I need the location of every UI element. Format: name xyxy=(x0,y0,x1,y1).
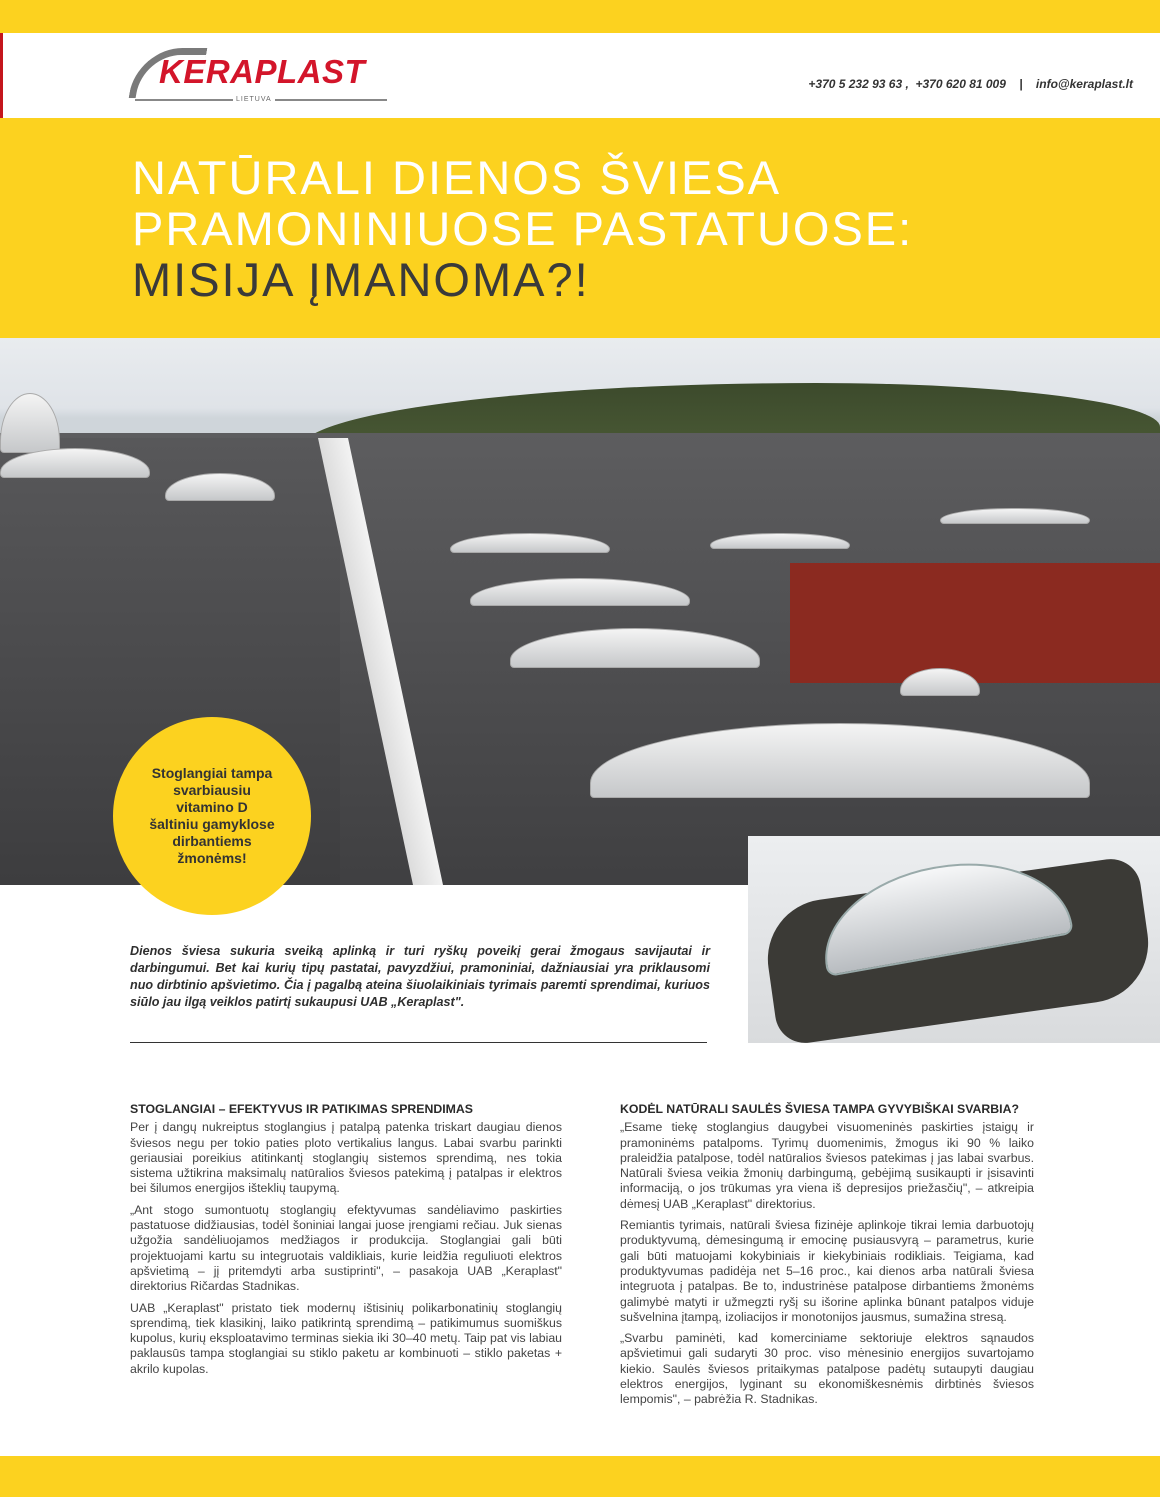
title-line-2: PRAMONINIUOSE PASTATUOSE: xyxy=(132,202,914,255)
divider xyxy=(130,1042,707,1043)
callout-text-bold: vitamino D xyxy=(176,799,248,815)
paragraph: UAB „Keraplast" pristato tiek modernų ištisinių polikarbonatinių stoglangių sprendimą, tiek klasikinį, laiko patikrintą sprendimą – patikimumus suomiškus kupolus, kurių eksploatavimo terminas siekia iki 30–40 metų. Taip pat vis labiau paklausūs tampa stoglangiai su stiklo paketu ar kombinuoti – stiklo paketas + akrilo kupolas. xyxy=(130,1300,562,1376)
callout-text-1: Stoglangiai tampa svarbiausiu xyxy=(151,765,273,798)
title-line-3: MISIJA ĮMANOMA?! xyxy=(132,253,590,306)
top-accent-bar xyxy=(0,0,1160,33)
photo-red-wall xyxy=(790,563,1160,683)
callout-circle xyxy=(113,717,311,915)
paragraph: Remiantis tyrimais, natūrali šviesa fizinėje aplinkoje tikrai lemia darbuotojų produktyvumą, dėmesingumą ir emocinę pusiausvyrą – parametrus, kurie gali būti matuojami kokybiniais ir kiekybiniais rodikliais. Teigiama, kad produktyvumas padidėja net 5–16 proc., kai dienos arba natūrali šviesa integruota į patalpas. Be to, industrinėse patalpose dirbantiems žmonėms galimybė matyti ir užmegzti ryšį su išorine aplinka būnant patalpos viduje sušvelnina įtampą, izoliacijos ir monotonijos jausmus, sumažina stresą. xyxy=(620,1218,1034,1324)
left-column xyxy=(130,1102,562,1383)
lead-paragraph: Dienos šviesa sukuria sveiką aplinką ir turi ryškų poveikį gerai žmogaus savijautai ir darbingumui. Bet kai kurių tipų pastatai, pavyzdžiui, pramoniniai, dažniausiai yra priklausomi nuo dirbtinio apšvietimo. Čia į pagalbą ateina šiuolaikiniais tyrimais paremti sprendimai, kuriuos siūlo jau ilgą veiklos patirtį sukaupusi UAB „Keraplast". xyxy=(130,944,710,1009)
contact-info: +370 5 232 93 63 , +370 620 81 009 | info@keraplast.lt xyxy=(808,77,1133,91)
skylight-product-image xyxy=(748,836,1160,1043)
keraplast-logo xyxy=(133,46,393,108)
logo-wordmark: KERAPLAST xyxy=(159,53,366,90)
skylight xyxy=(710,533,850,549)
right-column xyxy=(620,1102,1034,1414)
title-line-1: NATŪRALI DIENOS ŠVIESA xyxy=(132,151,782,204)
left-heading: STOGLANGIAI – EFEKTYVUS IR PATIKIMAS SPRENDIMAS xyxy=(130,1102,473,1116)
skylight xyxy=(940,508,1090,524)
bottom-accent-bar xyxy=(0,1456,1160,1497)
skylight xyxy=(0,393,60,453)
page-title xyxy=(132,152,913,305)
right-heading: KODĖL NATŪRALI SAULĖS ŠVIESA TAMPA GYVYBIŠKAI SVARBIA? xyxy=(620,1102,1019,1116)
paragraph: „Ant stogo sumontuotų stoglangių efektyvumas sandėliavimo paskirties pastatuose didžiausias, todėl šoniniai langai juose įrengiami rečiau. Juk sienas užgožia sandėliuojamos medžiagos ir produkcija. Stoglangiai gali būti projektuojami kartu su integruotais valdikliais, kurie leidžia reguliuoti elektros apšvietimą – jį pritemdyti arba sustiprinti", – pasakoja UAB „Keraplast" direktorius Ričardas Stadnikas. xyxy=(130,1202,562,1294)
callout-text-2: šaltiniu gamyklose dirbantiems žmonėms! xyxy=(149,816,275,866)
paragraph: Per į dangų nukreiptus stoglangius į patalpą patenka triskart daugiau dienos šviesos negu per tokio paties ploto vertikalius langus. Labai svarbu parinkti geriausiai poreikius atitinkantį stoglangių sistemos sprendimą, nes tokia sistema užtikrina maksimalų natūralios šviesos patekimą į patalpas ir elektros bei šilumos energijos išteklių taupymą. xyxy=(130,1120,562,1196)
paragraph: „Svarbu paminėti, kad komerciniame sektoriuje elektros sąnaudos apšvietimui gali sudaryti 30 proc. viso mėnesinio energijos suvartojamo kiekio. Saulės šviesos pritaikymas patalpose padėtų sutaupyti daugiau elektros energijos, lyginant su ekonomiškesnėmis dirbtinės šviesos lempomis", – pabrėžia R. Stadnikas. xyxy=(620,1331,1034,1407)
paragraph: „Esame tiekę stoglangius daugybei visuomeninės paskirties įstaigų ir pramoninėms patalpoms. Tyrimų duomenimis, žmogus iki 90 % laiko praleidžia patalpose, todėl natūralios šviesos patekimas į jas labai svarbus. Natūrali šviesa veikia žmonių darbingumą, gebėjimą susikaupti ir įsisavinti informaciją, o jos trūkumas yra viena iš depresijos priežasčių", – atkreipia dėmesį UAB „Keraplast" direktorius. xyxy=(620,1120,1034,1211)
logo-subtext: LIETUVA xyxy=(233,95,275,104)
